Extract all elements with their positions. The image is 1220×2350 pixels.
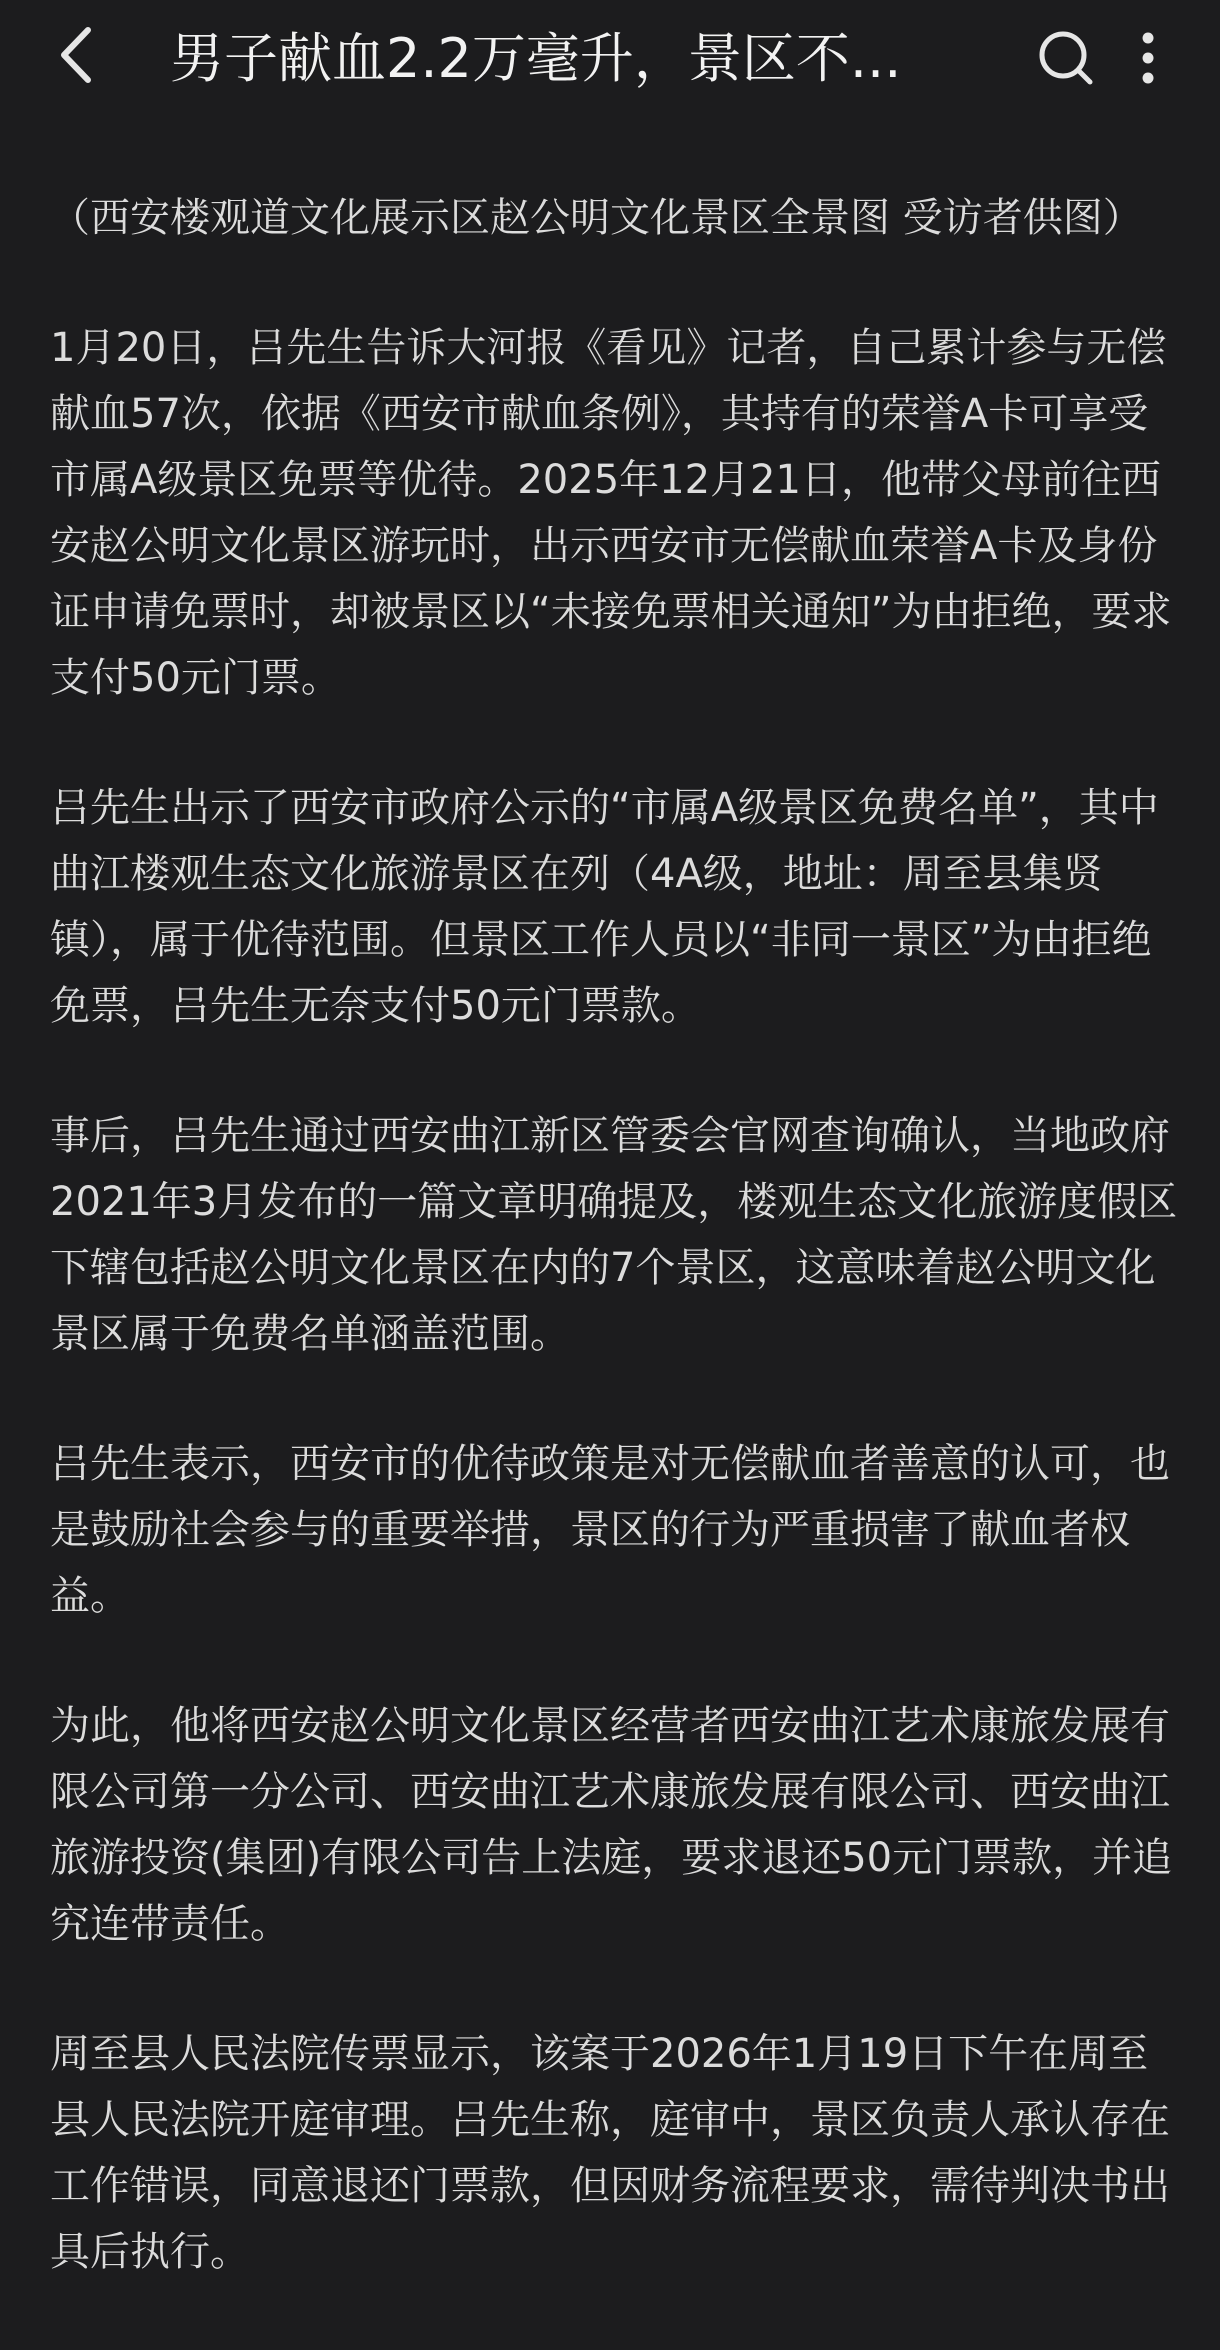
back-button[interactable]: [50, 20, 110, 90]
article-paragraph: 1月20日，吕先生告诉大河报《看见》记者，自己累计参与无偿献血57次，依据《西安市献血条例》，其持有的荣誉A卡可享受市属A级景区免票等优待。2025年12月21日，他带父母前往西安赵公明文化景区游玩时，出示西安市无偿献血荣誉A卡及身份证申请免票时，却被景区以“未接免票相关通知”为由拒绝，要求支付50元门票。: [50, 325, 1172, 701]
top-app-bar: [0, 0, 1220, 120]
search-icon: [1034, 26, 1098, 90]
search-button[interactable]: [1034, 26, 1098, 90]
article-paragraph: 周至县人民法院传票显示，该案于2026年1月19日下午在周至县人民法院开庭审理。吕先生称，庭审中，景区负责人承认存在工作错误，同意退还门票款，但因财务流程要求，需待判决书出具后执行。: [50, 2031, 1170, 2275]
more-vertical-icon: [1130, 26, 1166, 90]
article-paragraph: 吕先生表示，西安市的优待政策是对无偿献血者善意的认可，也是鼓励社会参与的重要举措，景区的行为严重损害了献血者权益。: [50, 1441, 1170, 1619]
chevron-left-icon: [50, 20, 110, 90]
article-body: [50, 185, 1180, 2349]
article-paragraph: 事后，吕先生通过西安曲江新区管委会官网查询确认，当地政府2021年3月发布的一篇文章明确提及，楼观生态文化旅游度假区下辖包括赵公明文化景区在内的7个景区，这意味着赵公明文化景区属于免费名单涵盖范围。: [50, 1113, 1178, 1357]
image-caption: （西安楼观道文化展示区赵公明文化景区全景图 受访者供图）: [50, 195, 1143, 241]
article-paragraph: 吕先生出示了西安市政府公示的“市属A级景区免费名单”，其中曲江楼观生态文化旅游景区在列（4A级，地址：周至县集贤镇），属于优待范围。但景区工作人员以“非同一景区”为由拒绝免票，吕先生无奈支付50元门票款。: [50, 785, 1159, 1029]
article-paragraph: 为此，他将西安赵公明文化景区经营者西安曲江艺术康旅发展有限公司第一分公司、西安曲江艺术康旅发展有限公司、西安曲江旅游投资(集团)有限公司告上法庭，要求退还50元门票款，并追究连带责任。: [50, 1703, 1173, 1947]
more-options-button[interactable]: [1130, 26, 1166, 90]
page-title: 男子献血2.2万毫升，景区不...: [170, 27, 902, 90]
